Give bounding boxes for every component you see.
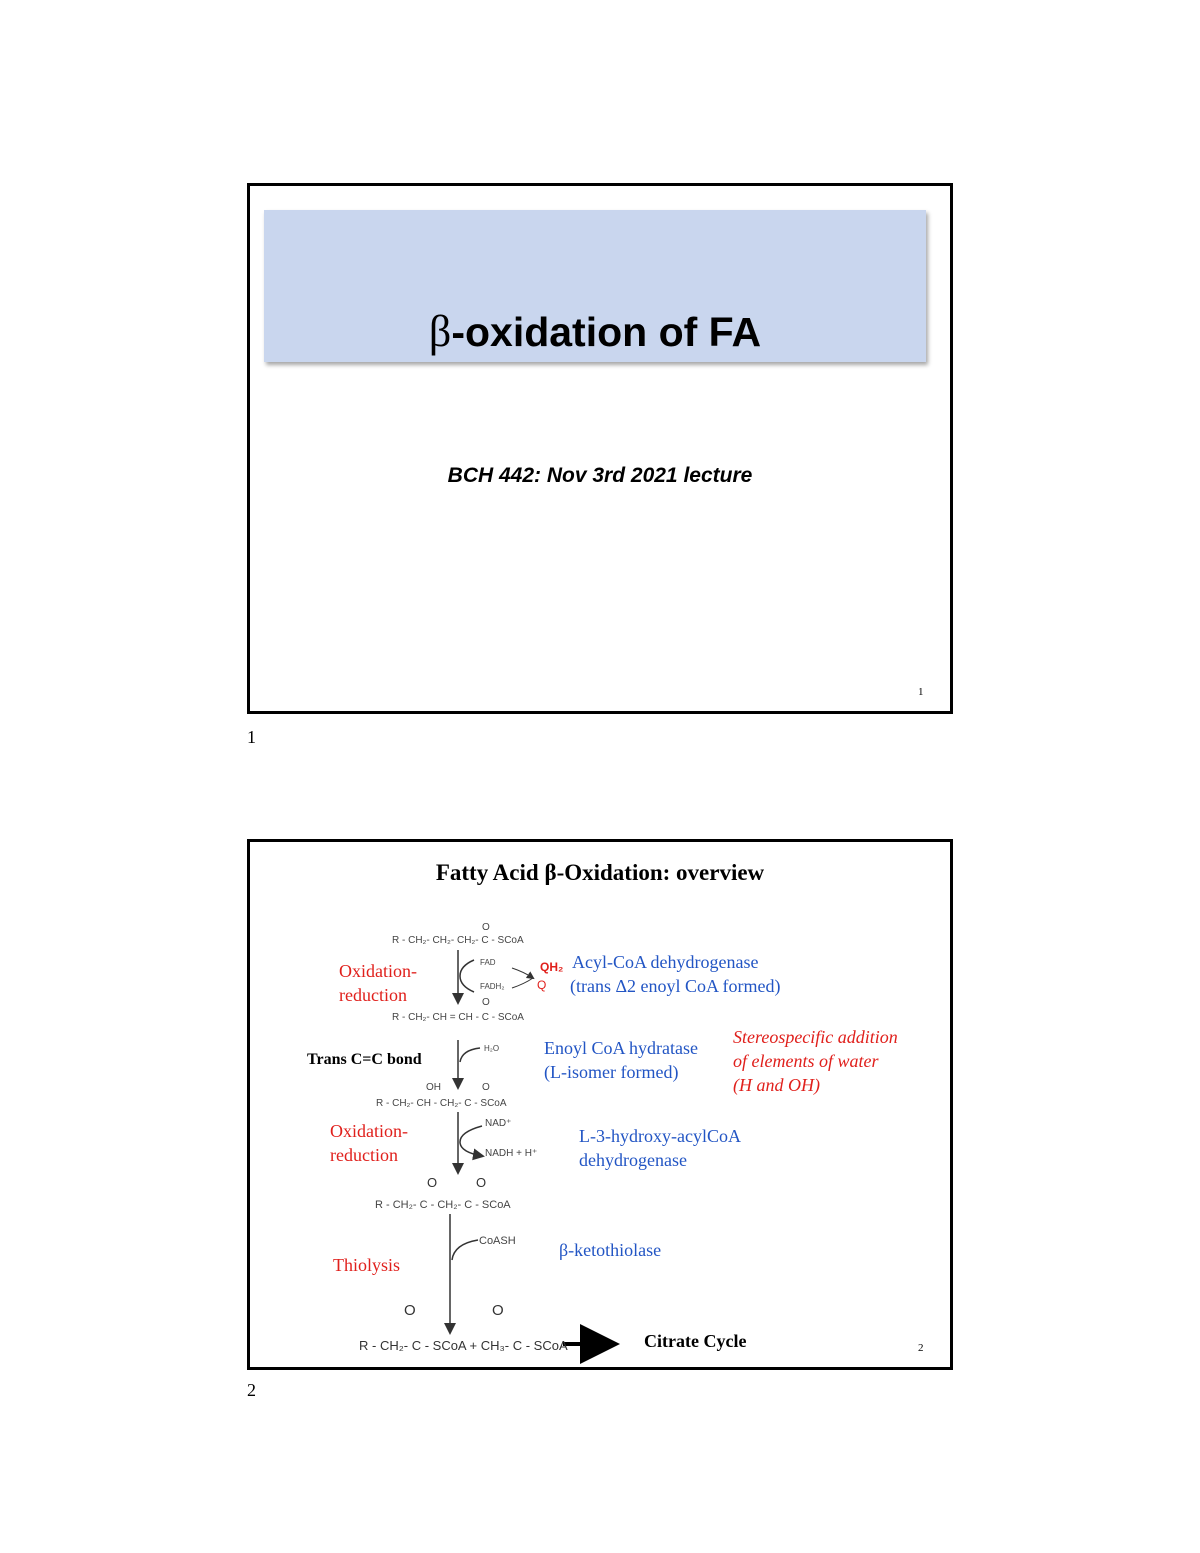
trans-bond-label: Trans C=C bond (307, 1051, 422, 1068)
slide-2 (247, 839, 953, 1370)
citrate-cycle-label: Citrate Cycle (644, 1331, 747, 1351)
slide-1-title (264, 306, 926, 357)
slide-number: 2 (918, 1342, 924, 1354)
title-part: Fatty Acid (435, 860, 545, 885)
s4-oxygen-2: O (476, 1175, 487, 1190)
step1-cofactor-curve (460, 960, 474, 992)
page-number: 1 (247, 727, 256, 747)
s1-carbonyl: O (482, 922, 490, 933)
s4-formula: R - CH₂- C - CH₂- C - SCoA (375, 1199, 511, 1211)
title-beta-symbol: β (428, 307, 452, 356)
step4-enzyme: β-ketothiolase (559, 1240, 662, 1260)
step1-type-line2: reduction (339, 985, 407, 1005)
qh2-label: QH₂ (540, 960, 564, 974)
slide-number: 1 (918, 686, 924, 698)
step3-enzyme-line2: dehydrogenase (579, 1150, 687, 1170)
s3-hydroxyl: OH (426, 1082, 441, 1093)
title-beta-symbol: β (544, 860, 557, 885)
step3-type-line1: Oxidation- (330, 1121, 408, 1141)
s1-formula: R - CH₂- CH₂- CH₂- C - SCoA (392, 935, 524, 946)
s5-formula: R - CH₂- C - SCoA + CH₃- C - SCoA (359, 1338, 568, 1353)
title-banner (264, 210, 926, 362)
nadh-label: NADH + H⁺ (485, 1148, 538, 1159)
nad-label: NAD⁺ (485, 1118, 512, 1129)
page-number: 2 (247, 1380, 256, 1400)
step3-enzyme-line1: L-3-hydroxy-acylCoA (579, 1126, 741, 1146)
title-part: -Oxidation: overview (556, 860, 765, 885)
step2-note-line2: of elements of water (733, 1051, 879, 1071)
q-label: Q (537, 978, 547, 992)
s2-formula: R - CH₂- CH = CH - C - SCoA (392, 1012, 524, 1023)
s3-formula: R - CH₂- CH - CH₂- C - SCoA (376, 1098, 507, 1109)
fad-label: FAD (480, 958, 496, 967)
s4-oxygen-1: O (427, 1175, 438, 1190)
step4-type: Thiolysis (333, 1255, 401, 1275)
fadh2-label: FADH₂ (480, 982, 505, 991)
s5-oxygen-2: O (492, 1302, 504, 1319)
pathway-arrows (250, 842, 950, 1367)
slide-1 (247, 183, 953, 714)
step2-note-line1: Stereospecific addition (733, 1027, 898, 1047)
step3-type-line2: reduction (330, 1145, 398, 1165)
step2-enzyme-line2: (L-isomer formed) (544, 1062, 679, 1082)
step2-note-line3: (H and OH) (733, 1075, 820, 1095)
s3-carbonyl: O (482, 1082, 490, 1093)
title-text: -oxidation of FA (451, 309, 762, 355)
h2o-label: H₂O (484, 1044, 500, 1053)
coash-label: CoASH (479, 1235, 516, 1247)
s5-oxygen-1: O (404, 1302, 416, 1319)
step1-enzyme-line1: Acyl-CoA dehydrogenase (572, 952, 759, 972)
step2-enzyme-line1: Enoyl CoA hydratase (544, 1038, 698, 1058)
step1-type-line1: Oxidation- (339, 961, 417, 981)
step1-enzyme-line2: (trans Δ2 enoyl CoA formed) (570, 976, 781, 996)
s2-carbonyl: O (482, 997, 490, 1008)
lecture-subtitle: BCH 442: Nov 3rd 2021 lecture (447, 464, 753, 487)
